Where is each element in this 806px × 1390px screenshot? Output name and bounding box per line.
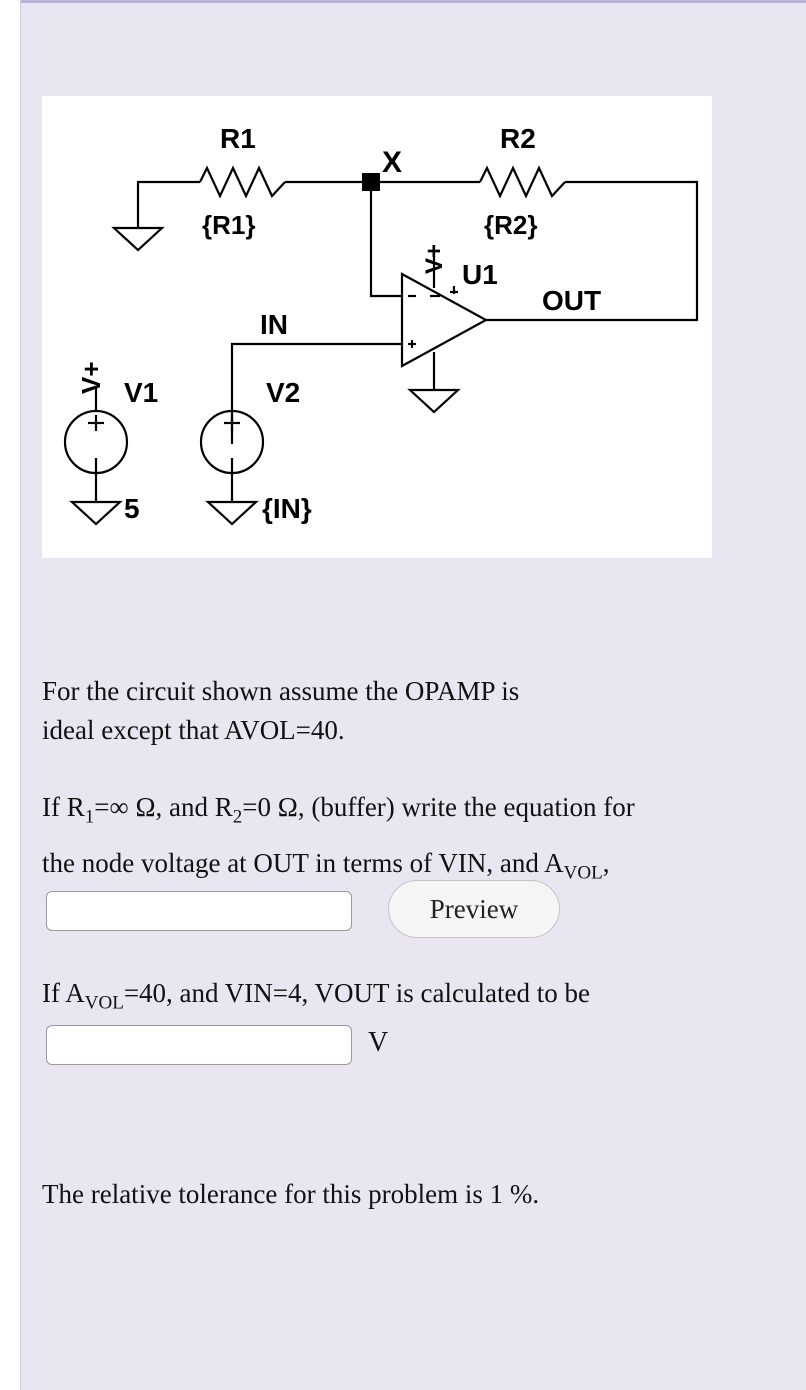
part2-text-a: If A [42,978,85,1008]
subscript-vol: VOL [84,992,124,1014]
answer-vout-input[interactable] [46,1025,352,1065]
ground-icon [410,390,458,412]
wire-noninverting [232,344,402,444]
part1-text-b: =∞ Ω, and R [94,792,233,822]
unit-label: V [368,1027,389,1058]
intro-line-1: For the circuit shown assume the OPAMP is [42,676,520,706]
subscript-2: 2 [232,806,243,828]
opamp-name-label: U1 [462,259,498,290]
ground-icon [208,502,256,524]
node-x-label: X [382,146,403,179]
circuit-schematic [42,96,712,558]
r2-value-label: {R2} [484,210,538,240]
part1-text-d: the node voltage at OUT in terms of VIN, and A [42,848,564,879]
r1-label: R1 [220,123,256,154]
v1-label: V1 [124,377,159,408]
problem-intro [42,672,742,750]
v2-label: V2 [266,377,301,408]
node-x-dot [362,173,380,191]
v1-supply-label: V+ [76,361,106,394]
opamp-supply-label: V+ [421,243,448,274]
v1-value-label: 5 [124,493,140,524]
out-label: OUT [542,285,602,316]
v2-value-label: {IN} [262,493,312,524]
wire-r1-left [138,182,200,228]
subscript-vol: VOL [563,862,603,884]
ground-icon [114,228,162,250]
part1-text-a: If R [42,792,85,822]
tolerance-note: The relative tolerance for this problem is 1 %. [42,1179,540,1209]
part2-text-b: =40, and VIN=4, VOUT is calculated to be [123,978,590,1008]
wire-inverting [371,182,402,296]
r1-resistor-icon [200,168,285,196]
part2-prompt [42,974,590,1022]
r2-resistor-icon [480,168,565,196]
answer-equation-input[interactable] [46,891,352,931]
preview-button[interactable]: Preview [388,880,560,938]
circuit-diagram [42,96,712,558]
top-border [0,0,806,3]
r2-label: R2 [500,123,536,154]
part1-text-c: =0 Ω, (buffer) write the equation for [242,792,635,822]
in-label: IN [260,309,288,340]
intro-line-2: ideal except that AVOL=40. [42,715,345,745]
ground-icon [72,502,120,524]
r1-value-label: {R1} [202,210,256,240]
subscript-1: 1 [84,806,95,828]
part1-text-e: , [602,848,610,879]
left-margin [0,0,21,1390]
